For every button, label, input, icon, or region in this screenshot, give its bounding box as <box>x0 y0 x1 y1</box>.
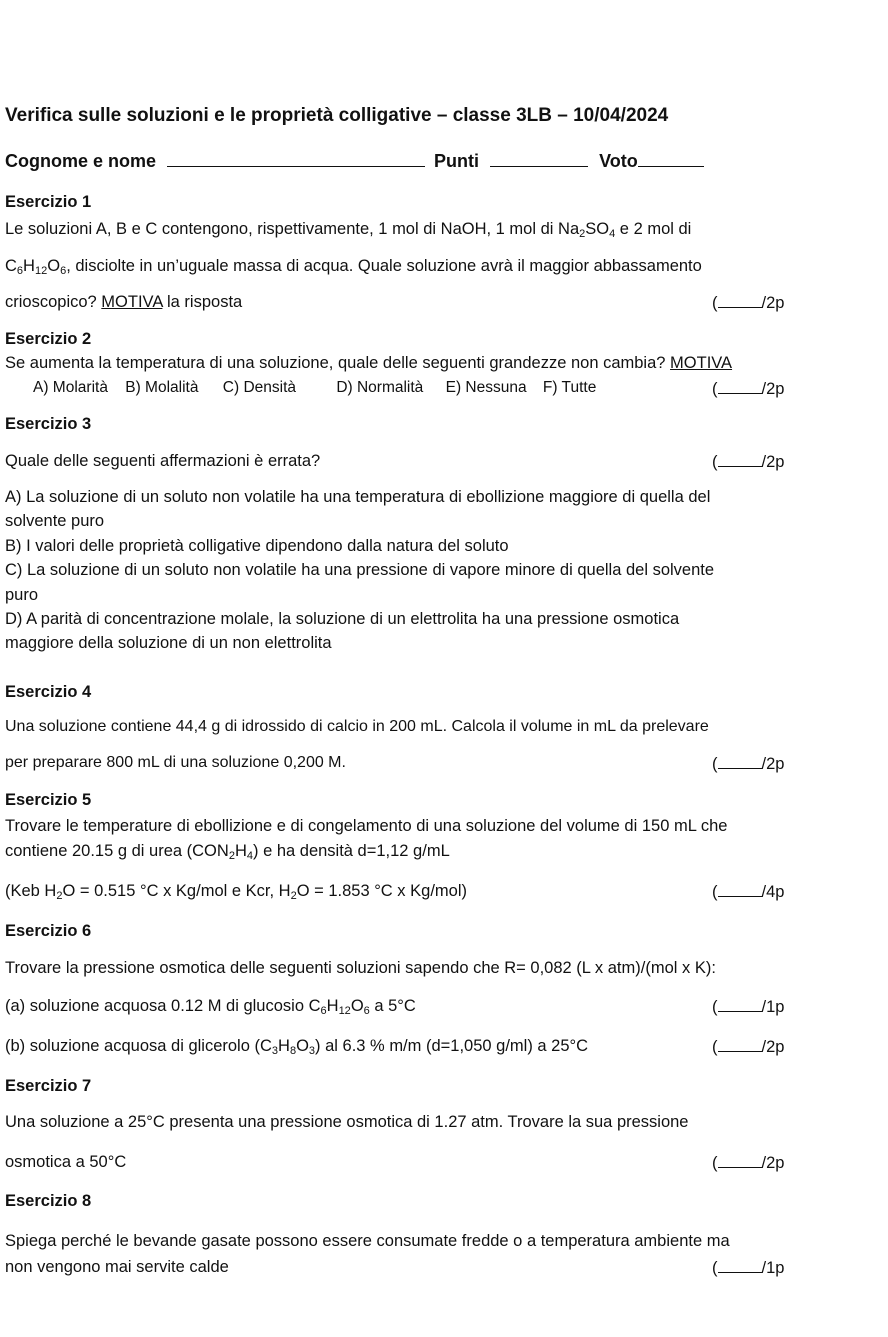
exercise-5-heading: Esercizio 5 <box>5 791 92 809</box>
statement-b: B) I valori delle proprietà colligative dipendono dalla natura del soluto <box>5 537 509 555</box>
exercise-2-heading: Esercizio 2 <box>5 330 92 348</box>
exercise-2-question: Se aumenta la temperatura di una soluzione, quale delle seguenti grandezze non cambia? MOTIVA <box>5 354 733 372</box>
option-f: F) Tutte <box>542 379 597 396</box>
option-b: B) Molalità <box>125 379 199 396</box>
exercise-7-heading: Esercizio 7 <box>5 1077 92 1095</box>
exercise-4-line-1: Una soluzione contiene 44,4 g di idrossido di calcio in 200 mL. Calcola il volume in mL da prelevare <box>5 718 709 735</box>
exercise-4-line-2: per preparare 800 mL di una soluzione 0,200 M. <box>5 754 346 771</box>
exercise-5-line-2: contiene 20.15 g di urea $(CON_2H_4)$ e ha densità d=1,12 g/mL <box>5 842 450 862</box>
exercise-6-intro: Trovare la pressione osmotica delle seguenti soluzioni sapendo che R= 0,082 (L x atm)/(mol x K): <box>5 959 716 977</box>
exercise-8-line-1: Spiega perché le bevande gasate possono essere consumate fredde o a temperatura ambiente ma <box>5 1232 730 1250</box>
exercise-2-options <box>33 378 596 398</box>
grade-field[interactable] <box>638 151 704 167</box>
statement-c: C) La soluzione di un soluto non volatile ha una pressione di vapore minore di quella del solvente <box>5 561 715 579</box>
points-field[interactable] <box>490 151 588 167</box>
statement-a-cont: solvente puro <box>5 512 105 530</box>
option-d: D) Normalità <box>336 379 424 396</box>
exercise-3-score[interactable]: ( /2p <box>712 453 785 471</box>
points-label: Punti <box>434 151 480 171</box>
exercise-5-constants: (Keb $H_2O = 0.515$ °C x Kg/mol e Kcr, $H_2O = 1.853$ °C x Kg/mol) <box>5 882 467 902</box>
exercise-5-score[interactable]: ( /4p <box>712 883 785 901</box>
statement-c-cont: puro <box>5 586 39 604</box>
exercise-6-part-a: (a) soluzione acquosa 0.12 M di glucosio $C_6H_{12}O_6$ a 5°C <box>5 997 416 1017</box>
exercise-6b-score[interactable]: ( /2p <box>712 1038 785 1056</box>
page-title: Verifica sulle soluzioni e le proprietà colligative – classe 3LB – 10/04/2024 <box>5 105 669 126</box>
exercise-1-heading: Esercizio 1 <box>5 193 92 211</box>
exercise-7-line-2: osmotica a 50°C <box>5 1153 127 1171</box>
name-label: Cognome e nome <box>5 151 157 171</box>
student-header <box>5 151 704 171</box>
option-c: C) Densità <box>222 379 296 396</box>
exercise-2-score[interactable]: ( /2p <box>712 380 785 398</box>
exercise-4-heading: Esercizio 4 <box>5 683 92 701</box>
exercise-1-line-3: crioscopico? MOTIVA la risposta <box>5 293 243 311</box>
exercise-3-question: Quale delle seguenti affermazioni è errata? <box>5 452 321 470</box>
option-a: A) Molarità <box>33 379 108 396</box>
statement-a: A) La soluzione di un soluto non volatile ha una temperatura di ebollizione maggiore di quella del <box>5 488 711 506</box>
statement-d: D) A parità di concentrazione molale, la soluzione di un elettrolita ha una pressione osmotica <box>5 610 680 628</box>
exercise-1-score[interactable]: ( /2p <box>712 294 785 312</box>
name-field[interactable] <box>167 151 425 167</box>
grade-label: Voto <box>599 151 638 171</box>
option-e: E) Nessuna <box>445 379 527 396</box>
exercise-8-heading: Esercizio 8 <box>5 1192 92 1210</box>
exercise-6-heading: Esercizio 6 <box>5 922 92 940</box>
exercise-8-score[interactable]: ( /1p <box>712 1259 785 1277</box>
exercise-3-heading: Esercizio 3 <box>5 415 92 433</box>
exercise-7-score[interactable]: ( /2p <box>712 1154 785 1172</box>
exercise-1-line-1: Le soluzioni A, B e C contengono, rispettivamente, 1 mol di NaOH, 1 mol di $Na_2SO_4$ e 2 mol di <box>5 220 692 240</box>
exercise-5-line-1: Trovare le temperature di ebollizione e di congelamento di una soluzione del volume di 150 mL che <box>5 817 728 835</box>
motiva-word: MOTIVA <box>101 293 163 311</box>
statement-d-cont: maggiore della soluzione di un non elettrolita <box>5 634 332 652</box>
exercise-1-line-2: $C_6H_{12}O_6$, disciolte in un’uguale massa di acqua. Quale soluzione avrà il maggior abbassamento <box>5 257 702 277</box>
exercise-4-score[interactable]: ( /2p <box>712 755 785 773</box>
exercise-6a-score[interactable]: ( /1p <box>712 998 785 1016</box>
exercise-8-line-2: non vengono mai servite calde <box>5 1258 229 1276</box>
exercise-6-part-b: (b) soluzione acquosa di glicerolo $(C_3H_8O_3)$ al 6.3 % m/m (d=1,050 g/ml) a 25°C <box>5 1037 589 1057</box>
exercise-7-line-1: Una soluzione a 25°C presenta una pressione osmotica di 1.27 atm. Trovare la sua pressione <box>5 1113 689 1131</box>
